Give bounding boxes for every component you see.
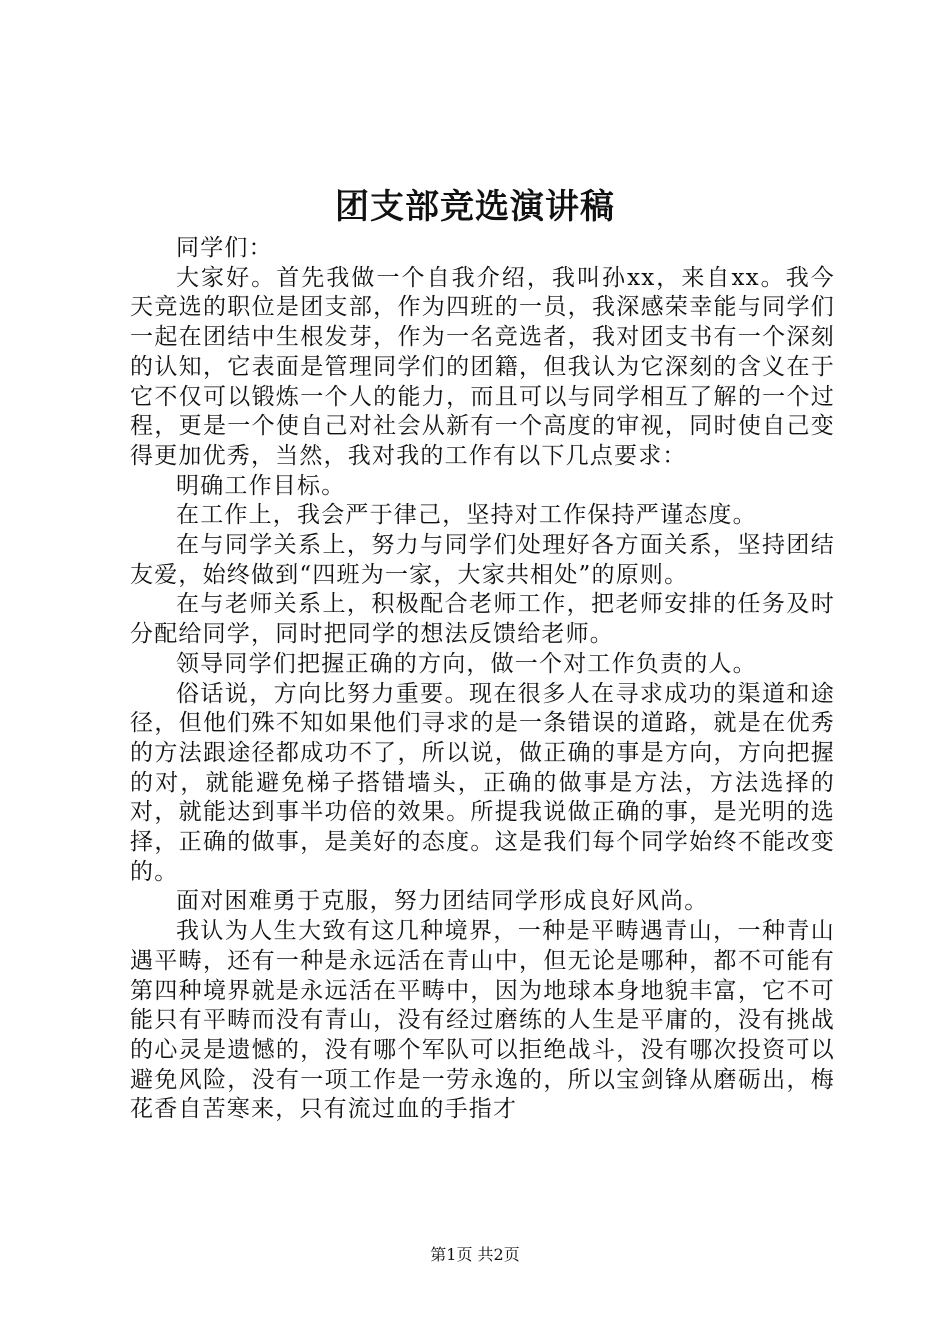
paragraph-goal-heading: 明确工作目标。 xyxy=(176,472,346,499)
paragraph-greeting: 同学们： xyxy=(176,235,273,261)
paragraph-life-realms: 我认为人生大致有这几种境界，一种是平畴遇青山，一种青山遇平畴，还有一种是永远活在青山中，但无论是哪种，都不可能有第四种境界就是永远活在平畴中，因为地球本身地貌丰富，它不可能只有平畴而没有青山，没有经过磨练的人生是平庸的，没有挑战的心灵是遗憾的，没有哪个军队可以拒绝战斗，没有哪次投资可以避免风险，没有一项工作是一劳永逸的，所以宝剑锋从磨砺出，梅花香自苦寒来，只有流过血的手指才 xyxy=(130,918,835,1123)
paragraph-leadership-heading: 领导同学们把握正确的方向，做一个对工作负责的人。 xyxy=(176,650,757,677)
paragraph-work-attitude: 在工作上，我会严于律己，坚持对工作保持严谨态度。 xyxy=(176,502,757,529)
paragraph-classmates-relation: 在与同学关系上，努力与同学们处理好各方面关系，坚持团结友爱，始终做到“四班为一家，大家共相处”的原则。 xyxy=(130,532,835,588)
paragraph-difficulty-heading: 面对困难勇于克服，努力团结同学形成良好风尚。 xyxy=(176,888,709,915)
paragraph-direction: 俗话说，方向比努力重要。现在很多人在寻求成功的渠道和途径，但他们殊不知如果他们寻求的是一条错误的道路，就是在优秀的方法跟途径都成功不了，所以说，做正确的事是方向，方向把握的对，就能避免梯子搭错墙头，正确的做事是方法，方法选择的对，就能达到事半功倍的效果。所提我说做正确的事，是光明的选择，正确的做事，是美好的态度。这是我们每个同学始终不能改变的。 xyxy=(130,680,835,885)
document-body xyxy=(130,234,835,1125)
document-title: 团支部竞选演讲稿 xyxy=(335,187,615,227)
page-number-footer: 第1页 共2页 xyxy=(430,1245,520,1264)
paragraph-introduction: 大家好。首先我做一个自我介绍，我叫孙xx，来自xx。我今天竞选的职位是团支部，作为四班的一员，我深感荣幸能与同学们一起在团结中生根发芽，作为一名竞选者，我对团支书有一个深刻的认知，它表面是管理同学们的团籍，但我认为它深刻的含义在于它不仅可以锻炼一个人的能力，而且可以与同学相互了解的一个过程，更是一个使自己对社会从新有一个高度的审视，同时使自己变得更加优秀，当然，我对我的工作有以下几点要求： xyxy=(130,264,835,469)
paragraph-teacher-relation: 在与老师关系上，积极配合老师工作，把老师安排的任务及时分配给同学，同时把同学的想法反馈给老师。 xyxy=(130,591,835,648)
